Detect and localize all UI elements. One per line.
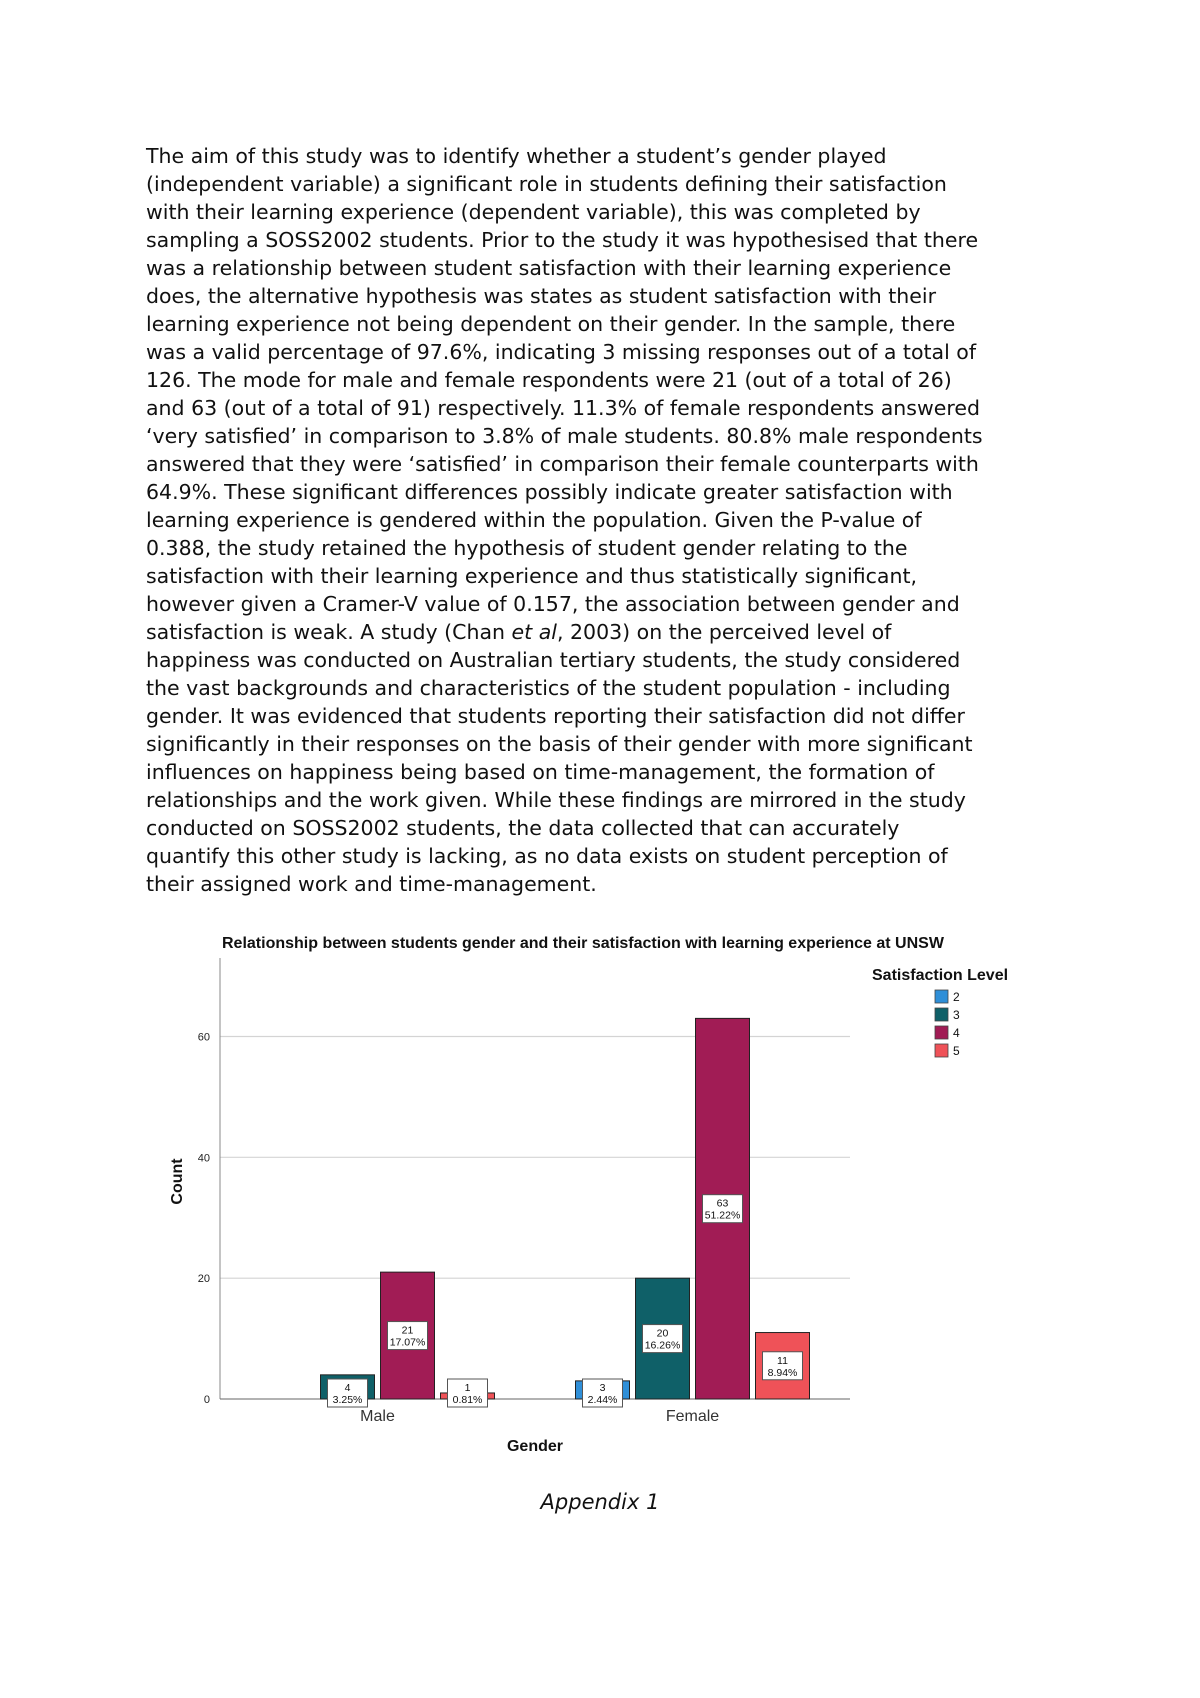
data-label-count: 4 <box>344 1382 351 1394</box>
legend-swatch <box>935 990 948 1003</box>
y-tick-label: 60 <box>197 1031 210 1044</box>
paragraph-line: answered that they were ‘satisfied’ in comparison their female counterparts with <box>146 452 979 476</box>
paragraph-line: was a valid percentage of 97.6%, indicating 3 missing responses out of a total of <box>146 340 977 364</box>
citation-italic: et al <box>511 620 557 644</box>
paragraph-line: quantify this other study is lacking, as no data exists on student perception of <box>146 844 948 868</box>
paragraph-line: The aim of this study was to identify whether a student’s gender played <box>146 144 887 168</box>
figure-caption: Appendix 1 <box>540 1490 660 1514</box>
data-label-percent: 0.81% <box>452 1394 483 1406</box>
paragraph-line: significantly in their responses on the basis of their gender with more significant <box>146 732 973 756</box>
data-label-count: 63 <box>716 1197 729 1210</box>
data-label-percent: 3.25% <box>332 1394 363 1406</box>
legend-entry: 5 <box>953 1044 960 1058</box>
paragraph-line: 0.388, the study retained the hypothesis of student gender relating to the <box>146 536 908 560</box>
paragraph-line: the vast backgrounds and characteristics of the student population - including <box>146 676 951 700</box>
paragraph-line: learning experience is gendered within the population. Given the P-value of <box>146 508 922 532</box>
data-label-percent: 17.07% <box>389 1336 426 1349</box>
paragraph-line: with their learning experience (dependent variable), this was completed by <box>146 200 921 224</box>
paragraph-line: does, the alternative hypothesis was states as student satisfaction with their <box>146 284 937 308</box>
body-paragraph <box>146 142 1076 898</box>
data-label-percent: 2.44% <box>587 1394 618 1406</box>
data-label-count: 11 <box>777 1354 788 1367</box>
legend-swatch <box>935 1008 948 1021</box>
paragraph-line: however given a Cramer-V value of 0.157, the association between gender and <box>146 592 960 616</box>
y-tick-label: 0 <box>203 1394 210 1406</box>
paragraph-line: satisfaction with their learning experience and thus statistically significant, <box>146 564 918 588</box>
paragraph-line: 126. The mode for male and female respondents were 21 (out of a total of 26) <box>146 368 952 392</box>
legend-swatch <box>935 1026 948 1039</box>
paragraph-line: 64.9%. These significant differences possibly indicate greater satisfaction with <box>146 480 953 504</box>
data-label-percent: 16.26% <box>644 1339 681 1352</box>
paragraph-line: sampling a SOSS2002 students. Prior to the study it was hypothesised that there <box>146 228 979 252</box>
paragraph-line: influences on happiness being based on time-management, the formation of <box>146 760 935 784</box>
paragraph-line: conducted on SOSS2002 students, the data collected that can accurately <box>146 816 900 840</box>
paragraph-line: relationships and the work given. While these findings are mirrored in the study <box>146 788 966 812</box>
x-tick-label: Female <box>665 1408 720 1425</box>
y-axis-label: Count <box>169 1158 186 1205</box>
legend-entry: 2 <box>953 990 960 1004</box>
paragraph-line: learning experience not being dependent on their gender. In the sample, there <box>146 312 956 336</box>
paragraph-line <box>146 618 1076 646</box>
paragraph-line: ‘very satisfied’ in comparison to 3.8% of male students. 80.8% male respondents <box>146 424 983 448</box>
paragraph-line: happiness was conducted on Australian tertiary students, the study considered <box>146 648 961 672</box>
y-tick-label: 20 <box>197 1273 210 1286</box>
x-tick-label: Male <box>360 1408 395 1425</box>
data-label-count: 1 <box>464 1382 471 1394</box>
data-label-percent: 8.94% <box>767 1366 798 1379</box>
y-tick-label: 40 <box>197 1152 210 1165</box>
legend-entry: 3 <box>953 1008 960 1022</box>
paragraph-line: gender. It was evidenced that students reporting their satisfaction did not differ <box>146 704 965 728</box>
chart-title: Relationship between students gender and their satisfaction with learning experience at UNSW <box>222 935 944 952</box>
legend-swatch <box>935 1044 948 1057</box>
paragraph-line: was a relationship between student satisfaction with their learning experience <box>146 256 952 280</box>
data-label-count: 20 <box>656 1327 669 1340</box>
data-label-count: 3 <box>599 1382 606 1394</box>
legend-title: Satisfaction Level <box>872 967 1009 984</box>
line-text-after: , 2003) on the perceived level of <box>556 620 892 644</box>
paragraph-line: their assigned work and time-management. <box>146 872 597 896</box>
paragraph-line: (independent variable) a significant role in students defining their satisfaction <box>146 172 947 196</box>
bar-chart <box>160 928 1060 1488</box>
legend-entry: 4 <box>953 1026 960 1040</box>
line-text-before: satisfaction is weak. A study (Chan <box>146 620 512 644</box>
paragraph-line: and 63 (out of a total of 91) respectively. 11.3% of female respondents answered <box>146 396 980 420</box>
data-label-count: 21 <box>401 1324 414 1337</box>
x-axis-label: Gender <box>506 1438 564 1455</box>
data-label-percent: 51.22% <box>704 1209 741 1222</box>
